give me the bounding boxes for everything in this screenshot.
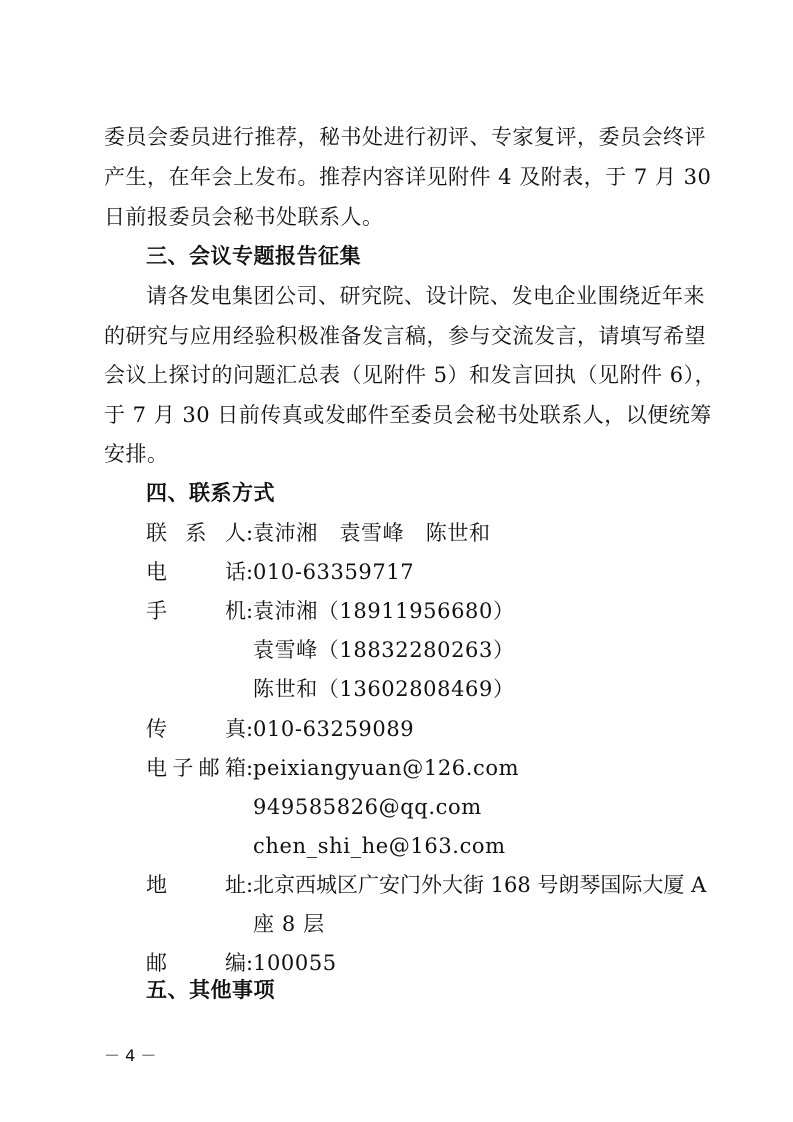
section-heading-5: 五、其他事项 xyxy=(146,978,275,1002)
address-label: 地 址 xyxy=(146,873,246,897)
paragraph-line: 产生，在年会上发布。推荐内容详见附件 4 及附表，于 7 月 30 xyxy=(104,165,712,189)
label-colon: : xyxy=(246,756,254,780)
paragraph-line: 于 7 月 30 日前传真或发邮件至委员会秘书处联系人，以便统筹 xyxy=(104,403,712,427)
label-colon: : xyxy=(246,717,254,741)
paragraph-line: 委员会委员进行推荐，秘书处进行初评、专家复评，委员会终评 xyxy=(104,125,706,149)
mobile-value: 袁雪峰（18832280263） xyxy=(253,638,515,662)
contact-person-label: 联 系 人 xyxy=(146,521,246,545)
address-value: 北京西城区广安门外大街 168 号朗琴国际大厦 A xyxy=(253,873,707,897)
label-colon: : xyxy=(246,521,254,545)
email-label: 电 子 邮 箱 xyxy=(146,756,246,780)
paragraph-line: 会议上探讨的问题汇总表（见附件 5）和发言回执（见附件 6）， xyxy=(104,363,717,387)
phone-value: 010-63359717 xyxy=(253,560,415,584)
mobile-value: 陈世和（13602808469） xyxy=(253,677,515,701)
postcode-value: 100055 xyxy=(253,951,337,975)
paragraph-line: 的研究与应用经验积极准备发言稿，参与交流发言，请填写希望 xyxy=(104,324,706,348)
mobile-label: 手 机 xyxy=(146,599,246,623)
fax-value: 010-63259089 xyxy=(253,717,415,741)
paragraph-line: 日前报委员会秘书处联系人。 xyxy=(104,205,384,229)
email-value: 949585826@qq.com xyxy=(253,795,482,819)
address-value: 座 8 层 xyxy=(253,912,325,936)
mobile-value: 袁沛湘（18911956680） xyxy=(253,599,515,623)
fax-label: 传 真 xyxy=(146,717,246,741)
label-colon: : xyxy=(246,873,254,897)
page-number: － 4 － xyxy=(104,1046,157,1065)
label-colon: : xyxy=(246,599,254,623)
postcode-label: 邮 编 xyxy=(146,951,246,975)
section-heading-4: 四、联系方式 xyxy=(146,481,275,505)
label-colon: : xyxy=(246,560,254,584)
email-value: peixiangyuan@126.com xyxy=(253,756,520,780)
phone-label: 电 话 xyxy=(146,560,246,584)
contact-person-value: 袁沛湘 袁雪峰 陈世和 xyxy=(253,521,491,545)
section-heading-3: 三、会议专题报告征集 xyxy=(146,244,361,268)
paragraph-line: 请各发电集团公司、研究院、设计院、发电企业围绕近年来 xyxy=(146,284,705,308)
paragraph-line: 安排。 xyxy=(104,442,169,466)
email-value: chen_shi_he@163.com xyxy=(253,834,506,858)
label-colon: : xyxy=(246,951,254,975)
